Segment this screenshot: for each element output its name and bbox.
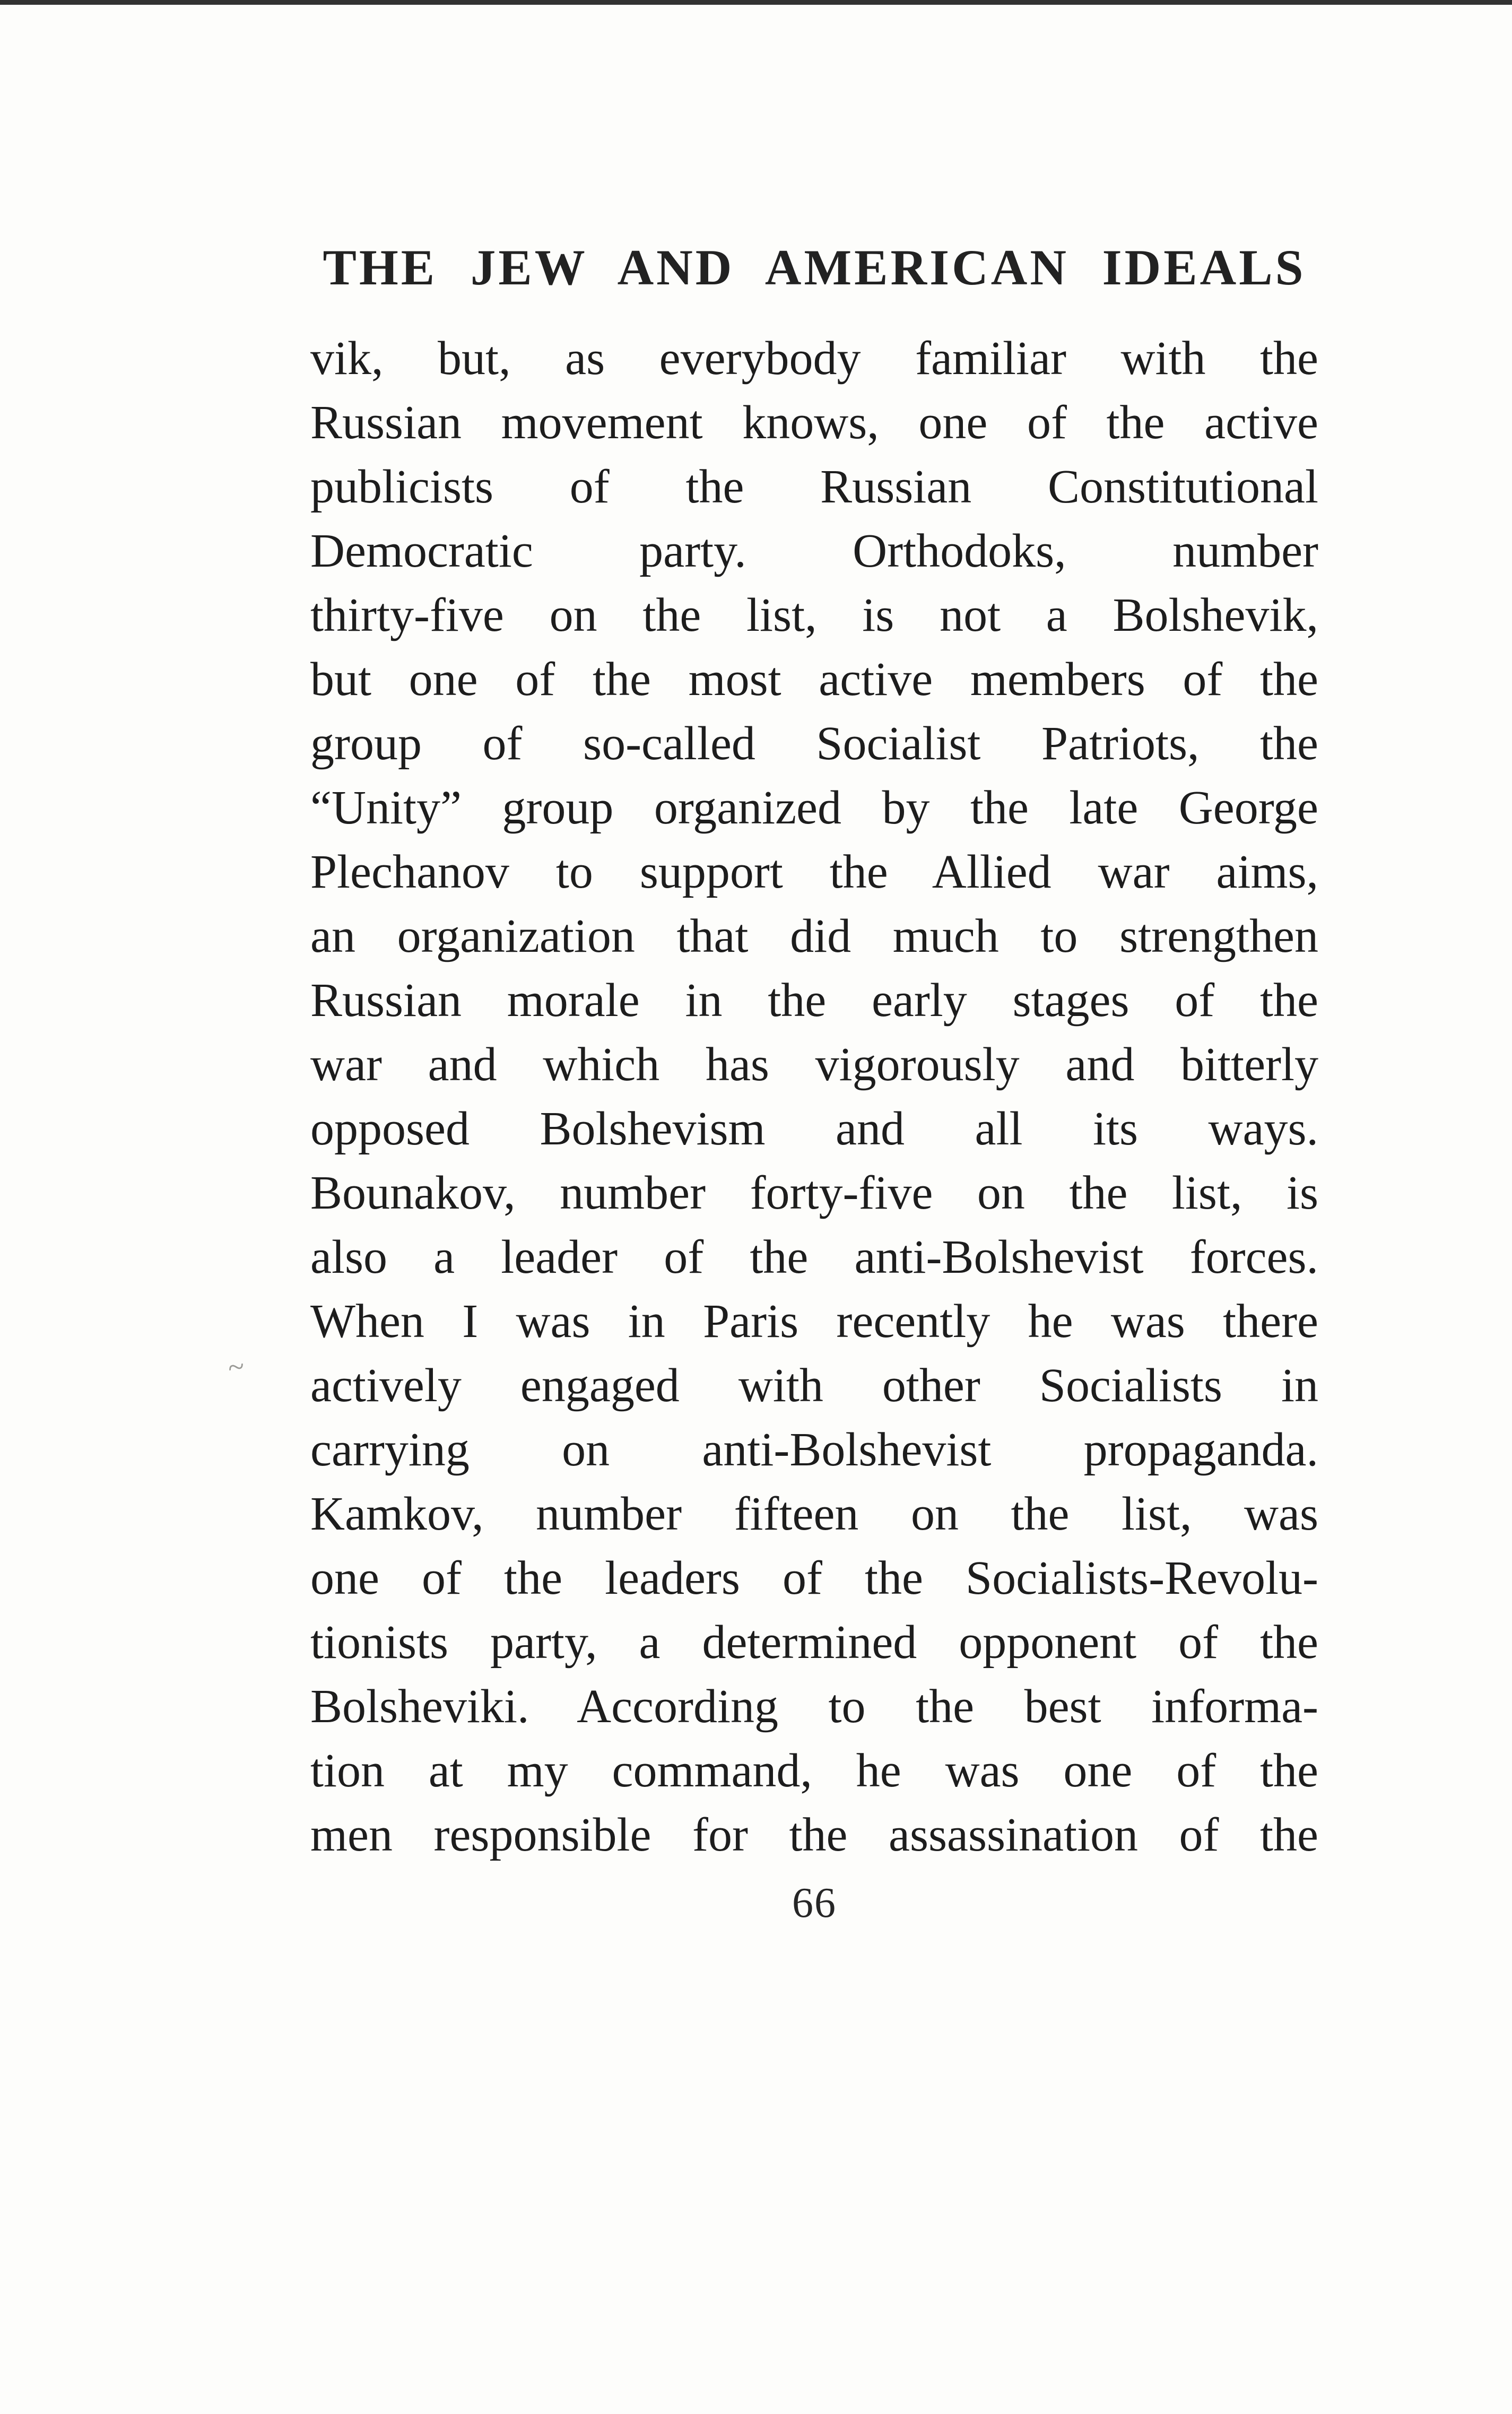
text-line: actively engaged with other Socialists in	[310, 1359, 1318, 1412]
text-line: tion at my command, he was one of the	[310, 1744, 1318, 1797]
text-line: Plechanov to support the Allied war aims,	[310, 845, 1318, 898]
text-line: When I was in Paris recently he was there	[310, 1295, 1318, 1348]
scan-edge-artifact	[0, 0, 1512, 5]
text-line: Bolsheviki. According to the best informa-	[310, 1680, 1318, 1733]
page-number: 66	[792, 1879, 837, 1926]
text-line: vik, but, as everybody familiar with the	[310, 332, 1318, 385]
text-line: thirty-five on the list, is not a Bolshevik,	[310, 588, 1318, 641]
text-column	[310, 241, 1318, 1924]
text-line: one of the leaders of the Socialists-Revolu-	[310, 1551, 1318, 1604]
text-line: tionists party, a determined opponent of the	[310, 1616, 1318, 1669]
text-line: opposed Bolshevism and all its ways.	[310, 1102, 1318, 1155]
text-line: group of so-called Socialist Patriots, the	[310, 717, 1318, 770]
text-line: Russian morale in the early stages of the	[310, 974, 1318, 1027]
running-head: THE JEW AND AMERICAN IDEALS	[323, 239, 1306, 296]
text-line: an organization that did much to strengthen	[310, 909, 1318, 962]
margin-mark-artifact: ~	[225, 1350, 247, 1385]
text-line: men responsible for the assassination of the	[310, 1808, 1318, 1861]
text-line: but one of the most active members of the	[310, 653, 1318, 706]
text-line: Democratic party. Orthodoks, number	[310, 524, 1318, 577]
text-line: also a leader of the anti-Bolshevist forces.	[310, 1230, 1318, 1283]
text-line: “Unity” group organized by the late George	[310, 781, 1318, 834]
text-line: Russian movement knows, one of the active	[310, 396, 1318, 449]
text-line: Kamkov, number fifteen on the list, was	[310, 1487, 1318, 1540]
text-line: publicists of the Russian Constitutional	[310, 460, 1318, 513]
body-text	[310, 326, 1318, 1867]
text-line: Bounakov, number forty-five on the list, is	[310, 1166, 1318, 1219]
text-line: carrying on anti-Bolshevist propaganda.	[310, 1423, 1318, 1476]
text-line: war and which has vigorously and bitterly	[310, 1038, 1318, 1091]
